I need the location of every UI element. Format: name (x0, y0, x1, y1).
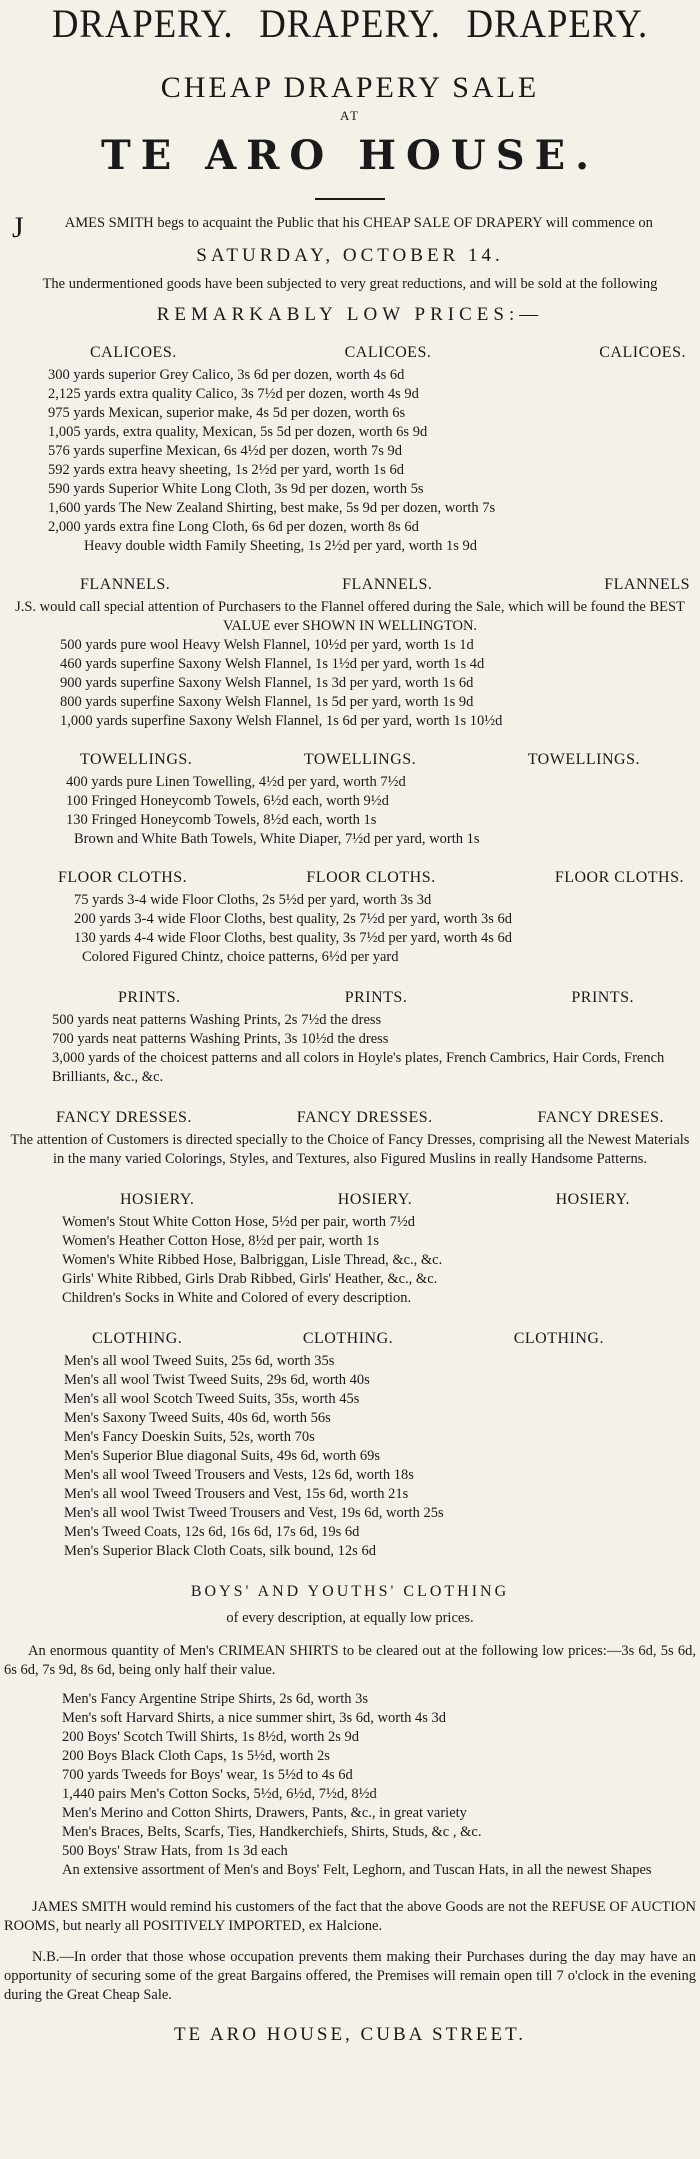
list-item: Women's White Ribbed Hose, Balbriggan, Lisle Thread, &c., &c. (62, 1252, 443, 1268)
list-item: 300 yards superior Grey Calico, 3s 6d per dozen, worth 4s 6d (48, 367, 405, 383)
title-word: DRAPERY. (51, 1, 234, 46)
at-word: AT (340, 108, 360, 123)
list-item: 900 yards superfine Saxony Welsh Flannel, 1s 3d per yard, worth 1s 6d (60, 675, 474, 691)
list-item: Men's Fancy Argentine Stripe Shirts, 2s 6d, worth 3s (62, 1691, 369, 1707)
heading: FLANNELS (604, 576, 690, 593)
list-item: 75 yards 3-4 wide Floor Cloths, 2s 5½d per yard, worth 3s 3d (74, 892, 432, 908)
list-item: Women's Stout White Cotton Hose, 5½d per pair, worth 7½d (62, 1214, 415, 1230)
list-item: 200 Boys Black Cloth Caps, 1s 5½d, worth 2s (62, 1748, 330, 1764)
list-item: Men's all wool Twist Tweed Suits, 29s 6d, worth 40s (64, 1372, 370, 1388)
heading: CLOTHING. (513, 1330, 604, 1347)
list-item: Men's all wool Twist Tweed Trousers and Vest, 19s 6d, worth 25s (64, 1505, 444, 1521)
list-item: An extensive assortment of Men's and Boys' Felt, Leghorn, and Tuscan Hats, in all the newest Shapes (62, 1862, 652, 1878)
drapery-title (28, 0, 672, 48)
heading: HOSIERY. (555, 1191, 630, 1208)
list-item: Men's Fancy Doeskin Suits, 52s, worth 70s (64, 1429, 315, 1445)
list-item: 500 yards neat patterns Washing Prints, 2s 7½d the dress (52, 1012, 382, 1028)
heading: FLOOR CLOTHS. (58, 869, 188, 886)
list-item: Men's all wool Tweed Suits, 25s 6d, worth 35s (64, 1353, 335, 1369)
list-item: 100 Fringed Honeycomb Towels, 6½d each, worth 9½d (66, 793, 389, 809)
heading: CLOTHING. (92, 1330, 183, 1347)
list-item: 1,005 yards, extra quality, Mexican, 5s 5d per dozen, worth 6s 9d (48, 424, 428, 440)
section-heading-clothing (0, 1322, 700, 1350)
list-item: 700 yards Tweeds for Boys' wear, 1s 5½d to 4s 6d (62, 1767, 353, 1783)
flannels-note: J.S. would call special attention of Purchasers to the Flannel offered during the Sale, which will be found the BEST VALUE ever SHOWN IN WELLINGTON. (15, 599, 685, 634)
list-item: Men's Superior Black Cloth Coats, silk bound, 12s 6d (64, 1543, 376, 1559)
crimean-shirts-note: An enormous quantity of Men's CRIMEAN SHIRTS to be cleared out at the following low prices:—3s 6d, 5s 6d, 6s 6d, 7s 9d, 8s 6d, being only half their value. (4, 1643, 696, 1678)
section-heading-hosiery (0, 1183, 700, 1211)
calicoes-list (0, 366, 700, 556)
intro-text: AMES SMITH begs to acquaint the Public that his CHEAP SALE OF DRAPERY will commence on (64, 215, 653, 231)
list-item: Colored Figured Chintz, choice patterns, 6½d per yard (82, 949, 399, 965)
section-heading-towellings (0, 745, 700, 771)
boys-heading: BOYS' AND YOUTHS' CLOTHING (190, 1583, 510, 1600)
list-item: Heavy double width Family Sheeting, 1s 2½d per yard, worth 1s 9d (84, 538, 478, 554)
heading: CLOTHING. (302, 1330, 394, 1347)
low-prices-heading: REMARKABLY LOW PRICES:— (156, 304, 544, 325)
list-item: 1,440 pairs Men's Cotton Socks, 5½d, 6½d, 7½d, 8½d (62, 1786, 377, 1802)
list-item: 200 yards 3-4 wide Floor Cloths, best quality, 2s 7½d per yard, worth 3s 6d (74, 911, 513, 927)
dropcap: J (12, 211, 24, 244)
list-item: 460 yards superfine Saxony Welsh Flannel, 1s 1½d per yard, worth 1s 4d (60, 656, 485, 672)
list-item: 2,000 yards extra fine Long Cloth, 6s 6d per dozen, worth 8s 6d (48, 519, 419, 535)
list-item: Men's Saxony Tweed Suits, 40s 6d, worth 56s (64, 1410, 331, 1426)
intro (0, 211, 700, 328)
list-item: 592 yards extra heavy sheeting, 1s 2½d per yard, worth 1s 6d (48, 462, 404, 478)
list-item: Men's all wool Scotch Tweed Suits, 35s, worth 45s (64, 1391, 360, 1407)
heading: HOSIERY. (337, 1191, 413, 1208)
list-item: 400 yards pure Linen Towelling, 4½d per yard, worth 7½d (66, 774, 406, 790)
remind-paragraph: JAMES SMITH would remind his customers of the fact that the above Goods are not the REFUSE OF AUCTION ROOMS, but nearly all POSITIVELY IMPORTED, ex Halcione. (4, 1899, 696, 1934)
list-item: 700 yards neat patterns Washing Prints, 3s 10½d the dress (52, 1031, 389, 1047)
list-item: Men's soft Harvard Shirts, a nice summer shirt, 3s 6d, worth 4s 3d (62, 1710, 446, 1726)
list-item: 576 yards superfine Mexican, 6s 4½d per dozen, worth 7s 9d (48, 443, 402, 459)
list-item: Girls' White Ribbed, Girls Drab Ribbed, Girls' Heather, &c., &c. (62, 1271, 438, 1287)
list-item: 200 Boys' Scotch Twill Shirts, 1s 8½d, worth 2s 9d (62, 1729, 359, 1745)
list-item: 1,600 yards The New Zealand Shirting, best make, 5s 9d per dozen, worth 7s (48, 500, 496, 516)
clothing-list (0, 1352, 700, 1561)
floor-cloths-list (0, 891, 700, 967)
heading: CALICOES. (90, 344, 177, 361)
intro-para: The undermentioned goods have been subjected to very great reductions, and will be sold at the following (42, 276, 658, 292)
divider (315, 198, 385, 200)
list-item: 3,000 yards of the choicest patterns and all colors in Hoyle's plates, French Cambrics, Hair Cords, French Brilliants, &c., &c. (52, 1050, 665, 1085)
heading: TOWELLINGS. (303, 751, 417, 768)
heading: CALICOES. (599, 344, 686, 361)
prints-list (0, 1011, 700, 1087)
sale-date: SATURDAY, OCTOBER 14. (196, 245, 504, 266)
fancy-dresses-note: The attention of Customers is directed specially to the Choice of Fancy Dresses, comprising all the Newest Materials in the many varied Colorings, Styles, and Textures, also Figured Muslins in really Handsome Patterns. (10, 1132, 690, 1167)
heading: TOWELLINGS. (527, 751, 640, 768)
list-item: 1,000 yards superfine Saxony Welsh Flannel, 1s 6d per yard, worth 1s 10½d (60, 713, 503, 729)
hosiery-list (0, 1213, 700, 1308)
section-heading-floor-cloths (0, 863, 700, 889)
section-heading-flannels (0, 570, 700, 596)
list-item: Men's all wool Tweed Trousers and Vests, 12s 6d, worth 18s (64, 1467, 414, 1483)
boys-subheading: of every description, at equally low prices. (226, 1610, 474, 1626)
list-item: Children's Socks in White and Colored of every description. (62, 1290, 412, 1306)
list-item: Men's Superior Blue diagonal Suits, 49s 6d, worth 69s (64, 1448, 380, 1464)
heading: FLANNELS. (80, 576, 171, 593)
heading: FLOOR CLOTHS. (306, 869, 436, 886)
heading: TOWELLINGS. (80, 751, 193, 768)
list-item: 2,125 yards extra quality Calico, 3s 7½d per dozen, worth 4s 9d (48, 386, 419, 402)
heading: FLANNELS. (342, 576, 433, 593)
boys-list (0, 1690, 700, 1880)
heading: FLOOR CLOTHS. (554, 869, 684, 886)
heading: FANCY DRESSES. (56, 1109, 192, 1126)
heading: HOSIERY. (120, 1191, 195, 1208)
section-heading-calicoes (0, 342, 700, 364)
list-item: 975 yards Mexican, superior make, 4s 5d per dozen, worth 6s (48, 405, 406, 421)
flannels-list (0, 636, 700, 731)
title-word: DRAPERY. (259, 1, 441, 46)
list-item: 130 Fringed Honeycomb Towels, 8½d each, worth 1s (66, 812, 377, 828)
list-item: Men's Tweed Coats, 12s 6d, 16s 6d, 17s 6d, 19s 6d (64, 1524, 360, 1540)
heading: PRINTS. (344, 989, 408, 1006)
list-item: 590 yards Superior White Long Cloth, 3s 9d per dozen, worth 5s (48, 481, 424, 497)
list-item: Men's Merino and Cotton Shirts, Drawers, Pants, &c., in great variety (62, 1805, 467, 1821)
section-heading-prints (0, 981, 700, 1009)
nb-paragraph: N.B.—In order that those whose occupation prevents them making their Purchases during the day may have an opportunity of securing some of the great Bargains offered, the Premises will remain open till 7 o'clock in the evening during the Great Cheap Sale. (4, 1949, 696, 2003)
section-heading-fancy-dresses (0, 1101, 700, 1129)
house-name: TE ARO HOUSE. (100, 132, 600, 179)
heading: FANCY DRESSES. (296, 1109, 433, 1126)
title-word: DRAPERY. (466, 1, 649, 46)
heading: PRINTS. (118, 989, 181, 1006)
list-item: 500 Boys' Straw Hats, from 1s 3d each (62, 1843, 288, 1859)
heading: CALICOES. (344, 344, 432, 361)
list-item: 500 yards pure wool Heavy Welsh Flannel, 10½d per yard, worth 1s 1d (60, 637, 474, 653)
footer-address: TE ARO HOUSE, CUBA STREET. (173, 2024, 527, 2045)
list-item: Men's Braces, Belts, Scarfs, Ties, Handkerchiefs, Shirts, Studs, &c , &c. (62, 1824, 482, 1840)
sale-heading: CHEAP DRAPERY SALE (160, 71, 540, 104)
list-item: 130 yards 4-4 wide Floor Cloths, best quality, 3s 7½d per yard, worth 4s 6d (74, 930, 513, 946)
list-item: Men's all wool Tweed Trousers and Vest, 15s 6d, worth 21s (64, 1486, 409, 1502)
heading: PRINTS. (571, 989, 634, 1006)
list-item: 800 yards superfine Saxony Welsh Flannel, 1s 5d per yard, worth 1s 9d (60, 694, 474, 710)
list-item: Women's Heather Cotton Hose, 8½d per pair, worth 1s (62, 1233, 379, 1249)
towellings-list (0, 773, 700, 849)
list-item: Brown and White Bath Towels, White Diaper, 7½d per yard, worth 1s (74, 831, 480, 847)
heading: FANCY DRESES. (537, 1109, 664, 1126)
